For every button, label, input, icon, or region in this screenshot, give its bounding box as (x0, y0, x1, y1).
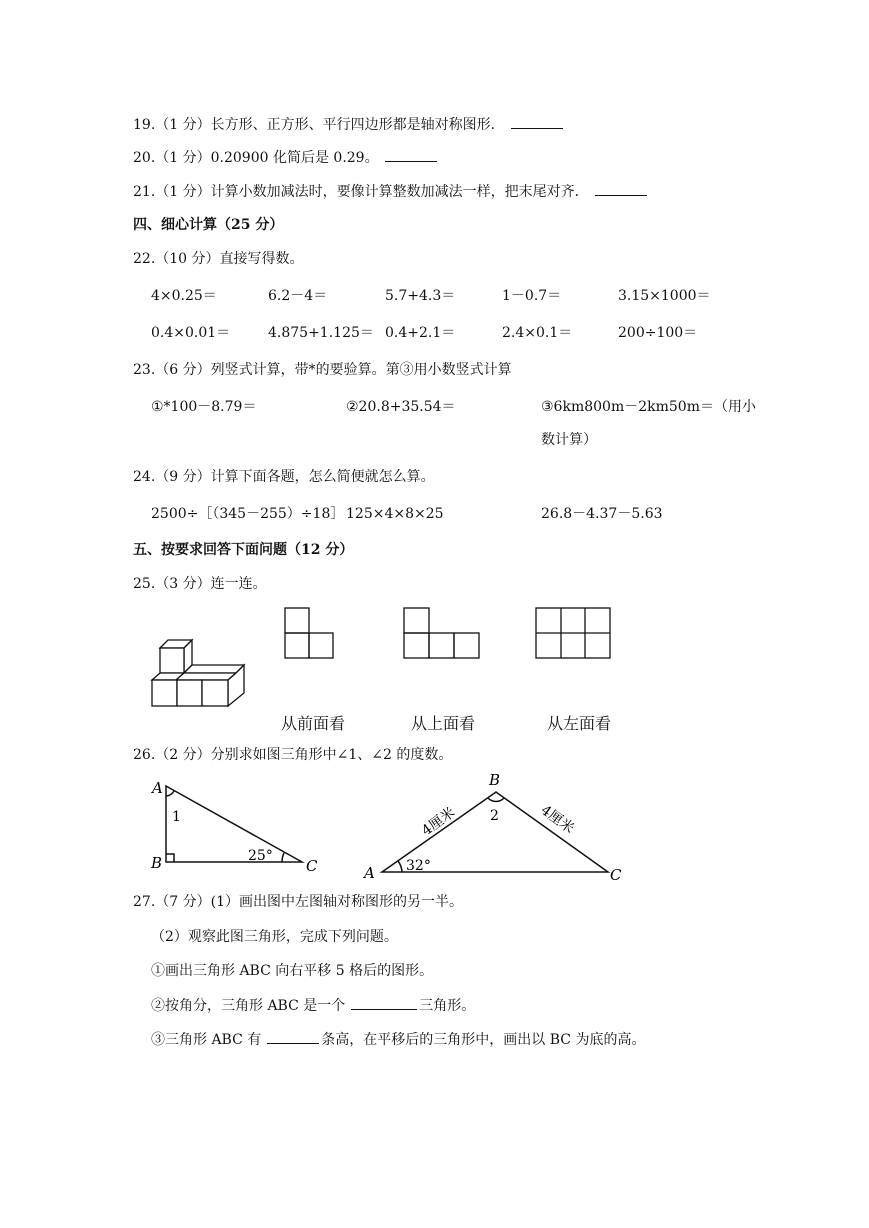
calc-item: 6.2－4＝ (268, 288, 328, 304)
right-triangle-figure (148, 776, 328, 876)
answer-blank[interactable] (385, 147, 437, 162)
angle-label-2: 2 (490, 808, 499, 824)
side-label-bc: 4厘米 (537, 802, 577, 837)
cube-stack-figure (148, 640, 248, 708)
side-label-ab: 4厘米 (418, 804, 459, 840)
angle-label-1: 1 (172, 809, 181, 825)
calc-item: 5.7+4.3＝ (385, 288, 456, 304)
vertex-label-c: C (610, 866, 622, 884)
calc-item: 2500÷［（345－255）÷18］ (151, 506, 345, 522)
view-top-shape (403, 607, 480, 659)
question-27-a: ①画出三角形 ABC 向右平移 5 格后的图形。 (151, 963, 434, 979)
answer-blank[interactable] (267, 1029, 319, 1044)
calc-item: 4.875+1.125＝ (268, 325, 374, 341)
calc-item: 4×0.25＝ (151, 288, 217, 304)
view-label: 从前面看 (281, 714, 346, 733)
section-5-title: 五、按要求回答下面问题（12 分） (133, 542, 354, 558)
answer-blank[interactable] (511, 114, 563, 129)
question-22: 22.（10 分）直接写得数。 (133, 251, 304, 267)
calc-item: ②20.8+35.54＝ (346, 399, 456, 415)
vertex-label-a: A (364, 864, 375, 882)
calc-item: 1－0.7＝ (502, 288, 562, 304)
calc-item: 0.4+2.1＝ (385, 325, 456, 341)
answer-blank[interactable] (351, 995, 417, 1010)
question-27-b: ②按角分，三角形 ABC 是一个 三角形。 (151, 995, 475, 1016)
calc-item: 125×4×8×25 (346, 506, 444, 522)
isosceles-triangle-figure (358, 772, 630, 882)
view-left-shape (535, 607, 611, 659)
question-26: 26.（2 分）分别求如图三角形中∠1、∠2 的度数。 (133, 747, 453, 763)
vertex-label-a: A (152, 779, 163, 797)
angle-label-32: 32° (406, 858, 431, 874)
view-label: 从左面看 (547, 714, 612, 733)
question-27: 27.（7 分）(1）画出图中左图轴对称图形的另一半。 (133, 894, 463, 910)
calc-item: ①*100－8.79＝ (151, 399, 257, 415)
calc-item: 3.15×1000＝ (618, 288, 711, 304)
calc-item: 0.4×0.01＝ (151, 325, 231, 341)
question-27-c: ③三角形 ABC 有 条高，在平移后的三角形中，画出以 BC 为底的高。 (151, 1029, 645, 1050)
vertex-label-b: B (151, 854, 163, 872)
question-24: 24.（9 分）计算下面各题，怎么简便就怎么算。 (133, 469, 435, 485)
view-label: 从上面看 (411, 714, 476, 733)
question-23: 23.（6 分）列竖式计算，带*的要验算。第③用小数竖式计算 (133, 362, 512, 378)
question-25: 25.（3 分）连一连。 (133, 576, 267, 592)
calc-item: ③6km800m－2km50m＝（用小 (541, 399, 756, 415)
calc-item: 2.4×0.1＝ (502, 325, 573, 341)
calc-item: 26.8－4.37－5.63 (541, 506, 663, 522)
vertex-label-c: C (306, 857, 318, 875)
angle-label-25: 25° (248, 848, 273, 864)
question-21: 21.（1 分）计算小数加减法时，要像计算整数加减法一样，把末尾对齐． (133, 181, 647, 202)
section-4-title: 四、细心计算（25 分） (133, 217, 284, 233)
question-20: 20.（1 分）0.20900 化简后是 0.29。 (133, 147, 437, 168)
calc-item: 200÷100＝ (618, 325, 698, 341)
vertex-label-b: B (489, 771, 501, 789)
question-27-part-2: （2）观察此图三角形，完成下列问题。 (151, 929, 398, 945)
answer-blank[interactable] (595, 181, 647, 196)
question-19: 19.（1 分）长方形、正方形、平行四边形都是轴对称图形． (133, 114, 563, 135)
view-front-shape (284, 607, 334, 659)
calc-item-continued: 数计算） (541, 432, 597, 448)
